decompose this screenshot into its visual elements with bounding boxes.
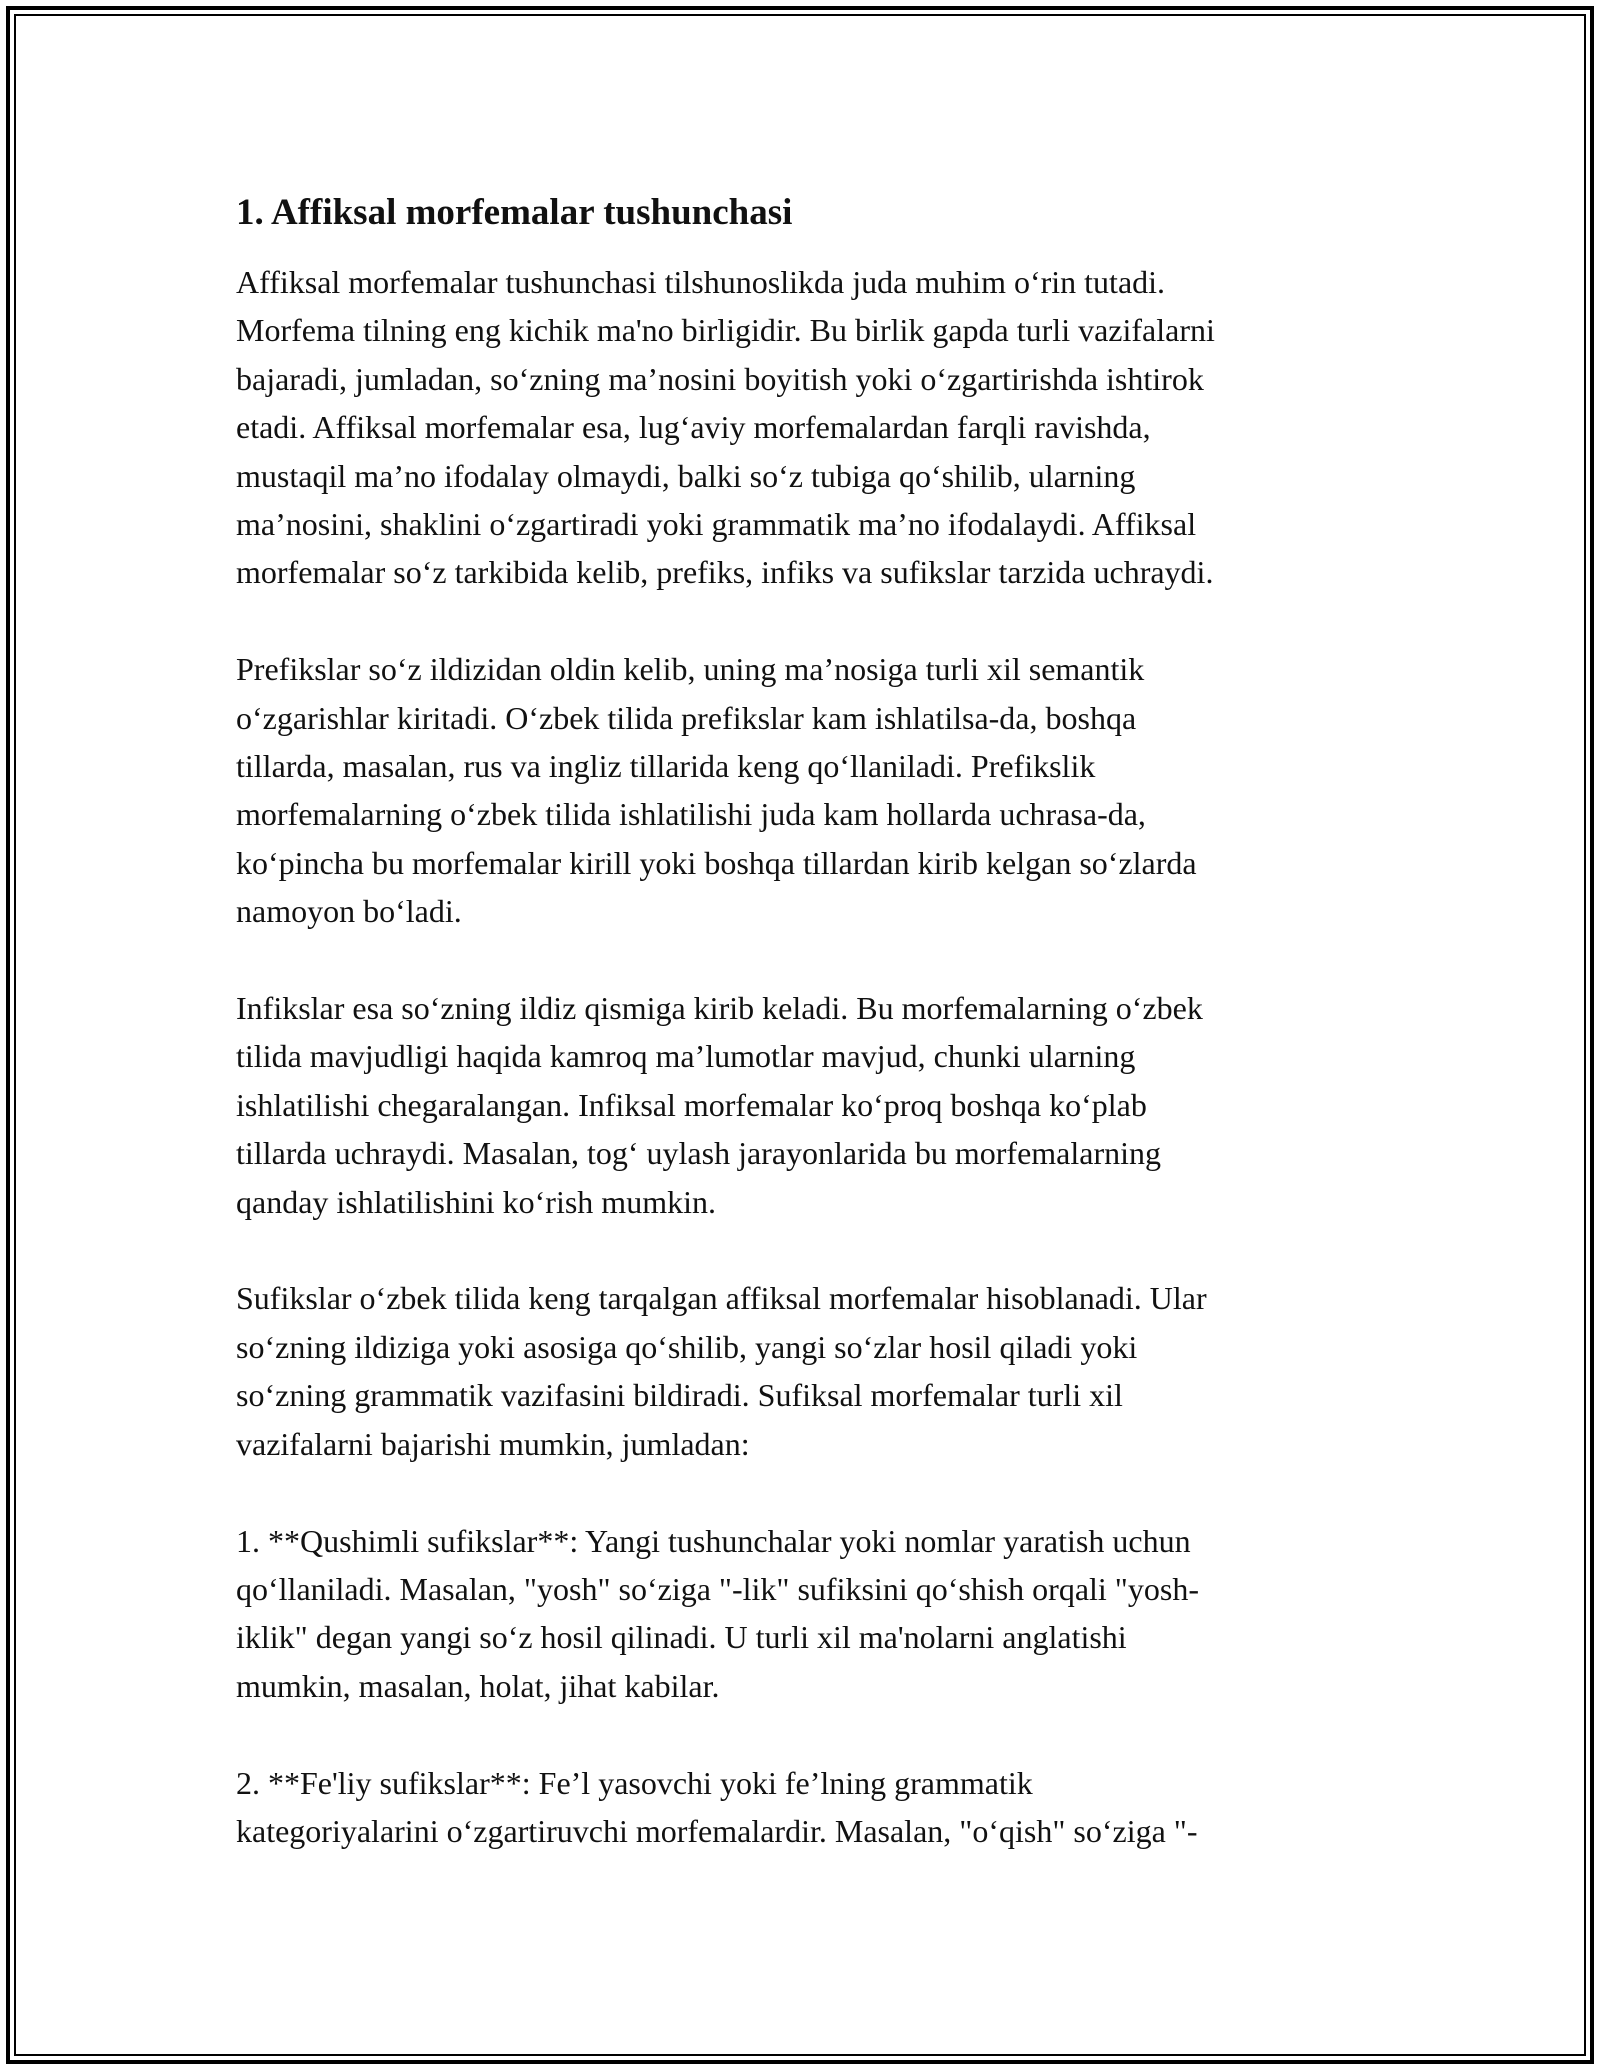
text-line: maʼnosini, shaklini oʻzgartiradi yoki grammatik maʼno ifodalaydi. Affiksal [236, 506, 1197, 543]
text-line: qanday ishlatilishini koʻrish mumkin. [236, 1183, 716, 1220]
text-line: mustaqil maʼno ifodalay olmaydi, balki soʻz tubiga qoʻshilib, ularning [236, 457, 1136, 494]
paragraph-prefikslar [236, 645, 1371, 935]
paragraph-sufikslar [236, 1274, 1371, 1468]
paragraph-affiksal-intro [236, 258, 1371, 597]
text-line: Sufikslar oʻzbek tilida keng tarqalgan affiksal morfemalar hisoblanadi. Ular [236, 1280, 1207, 1317]
text-line: tillarda uchraydi. Masalan, togʻ uylash jarayonlarida bu morfemalarning [236, 1135, 1162, 1172]
paragraph-infikslar [236, 984, 1371, 1226]
text-line: 2. **Fe'liy sufikslar**: Feʼl yasovchi yoki feʼlning grammatik [236, 1764, 1033, 1801]
text-line: morfemalar soʻz tarkibida kelib, prefiks, infiks va sufikslar tarzida uchraydi. [236, 554, 1214, 591]
text-line: Infikslar esa soʻzning ildiz qismiga kirib keladi. Bu morfemalarning oʻzbek [236, 990, 1203, 1027]
list-item-feliy-sufikslar [236, 1759, 1371, 1856]
text-line: etadi. Affiksal morfemalar esa, lugʻaviy morfemalardan farqli ravishda, [236, 409, 1151, 446]
text-line: qoʻllaniladi. Masalan, "yosh" soʻziga "-lik" sufiksini qoʻshish orqali "yosh- [236, 1570, 1199, 1607]
text-line: soʻzning grammatik vazifasini bildiradi. Sufiksal morfemalar turli xil [236, 1377, 1123, 1414]
text-line: namoyon boʻladi. [236, 893, 462, 930]
text-line: oʻzgarishlar kiritadi. Oʻzbek tilida prefikslar kam ishlatilsa-da, boshqa [236, 699, 1137, 736]
text-line: tilida mavjudligi haqida kamroq maʼlumotlar mavjud, chunki ularning [236, 1038, 1136, 1075]
text-line: bajaradi, jumladan, soʻzning maʼnosini boyitish yoki oʻzgartirishda ishtirok [236, 360, 1204, 397]
text-line: soʻzning ildiziga yoki asosiga qoʻshilib, yangi soʻzlar hosil qiladi yoki [236, 1328, 1138, 1365]
text-line: Affiksal morfemalar tushunchasi tilshunoslikda juda muhim oʻrin tutadi. [236, 264, 1166, 300]
text-line: iklik" degan yangi soʻz hosil qilinadi. U turli xil ma'nolarni anglatishi [236, 1619, 1127, 1656]
list-item-qushimli-sufikslar [236, 1517, 1371, 1711]
document-body [236, 186, 1371, 1904]
text-line: ishlatilishi chegaralangan. Infiksal morfemalar koʻproq boshqa koʻplab [236, 1086, 1147, 1123]
text-line: Morfema tilning eng kichik ma'no birligidir. Bu birlik gapda turli vazifalarni [236, 312, 1215, 349]
text-line: Prefikslar soʻz ildizidan oldin kelib, uning maʼnosiga turli xil semantik [236, 651, 1145, 688]
text-line: kategoriyalarini oʻzgartiruvchi morfemalardir. Masalan, "oʻqish" soʻziga "- [236, 1812, 1198, 1849]
text-line: 1. **Qushimli sufikslar**: Yangi tushunchalar yoki nomlar yaratish uchun [236, 1522, 1191, 1559]
text-line: vazifalarni bajarishi mumkin, jumladan: [236, 1425, 750, 1462]
section-heading: 1. Affiksal morfemalar tushunchasi [236, 192, 793, 233]
text-line: mumkin, masalan, holat, jihat kabilar. [236, 1667, 720, 1704]
text-line: koʻpincha bu morfemalar kirill yoki boshqa tillardan kirib kelgan soʻzlarda [236, 844, 1197, 881]
text-line: morfemalarning oʻzbek tilida ishlatilishi juda kam hollarda uchrasa-da, [236, 796, 1146, 833]
text-line: tillarda, masalan, rus va ingliz tillarida keng qoʻllaniladi. Prefikslik [236, 748, 1096, 785]
